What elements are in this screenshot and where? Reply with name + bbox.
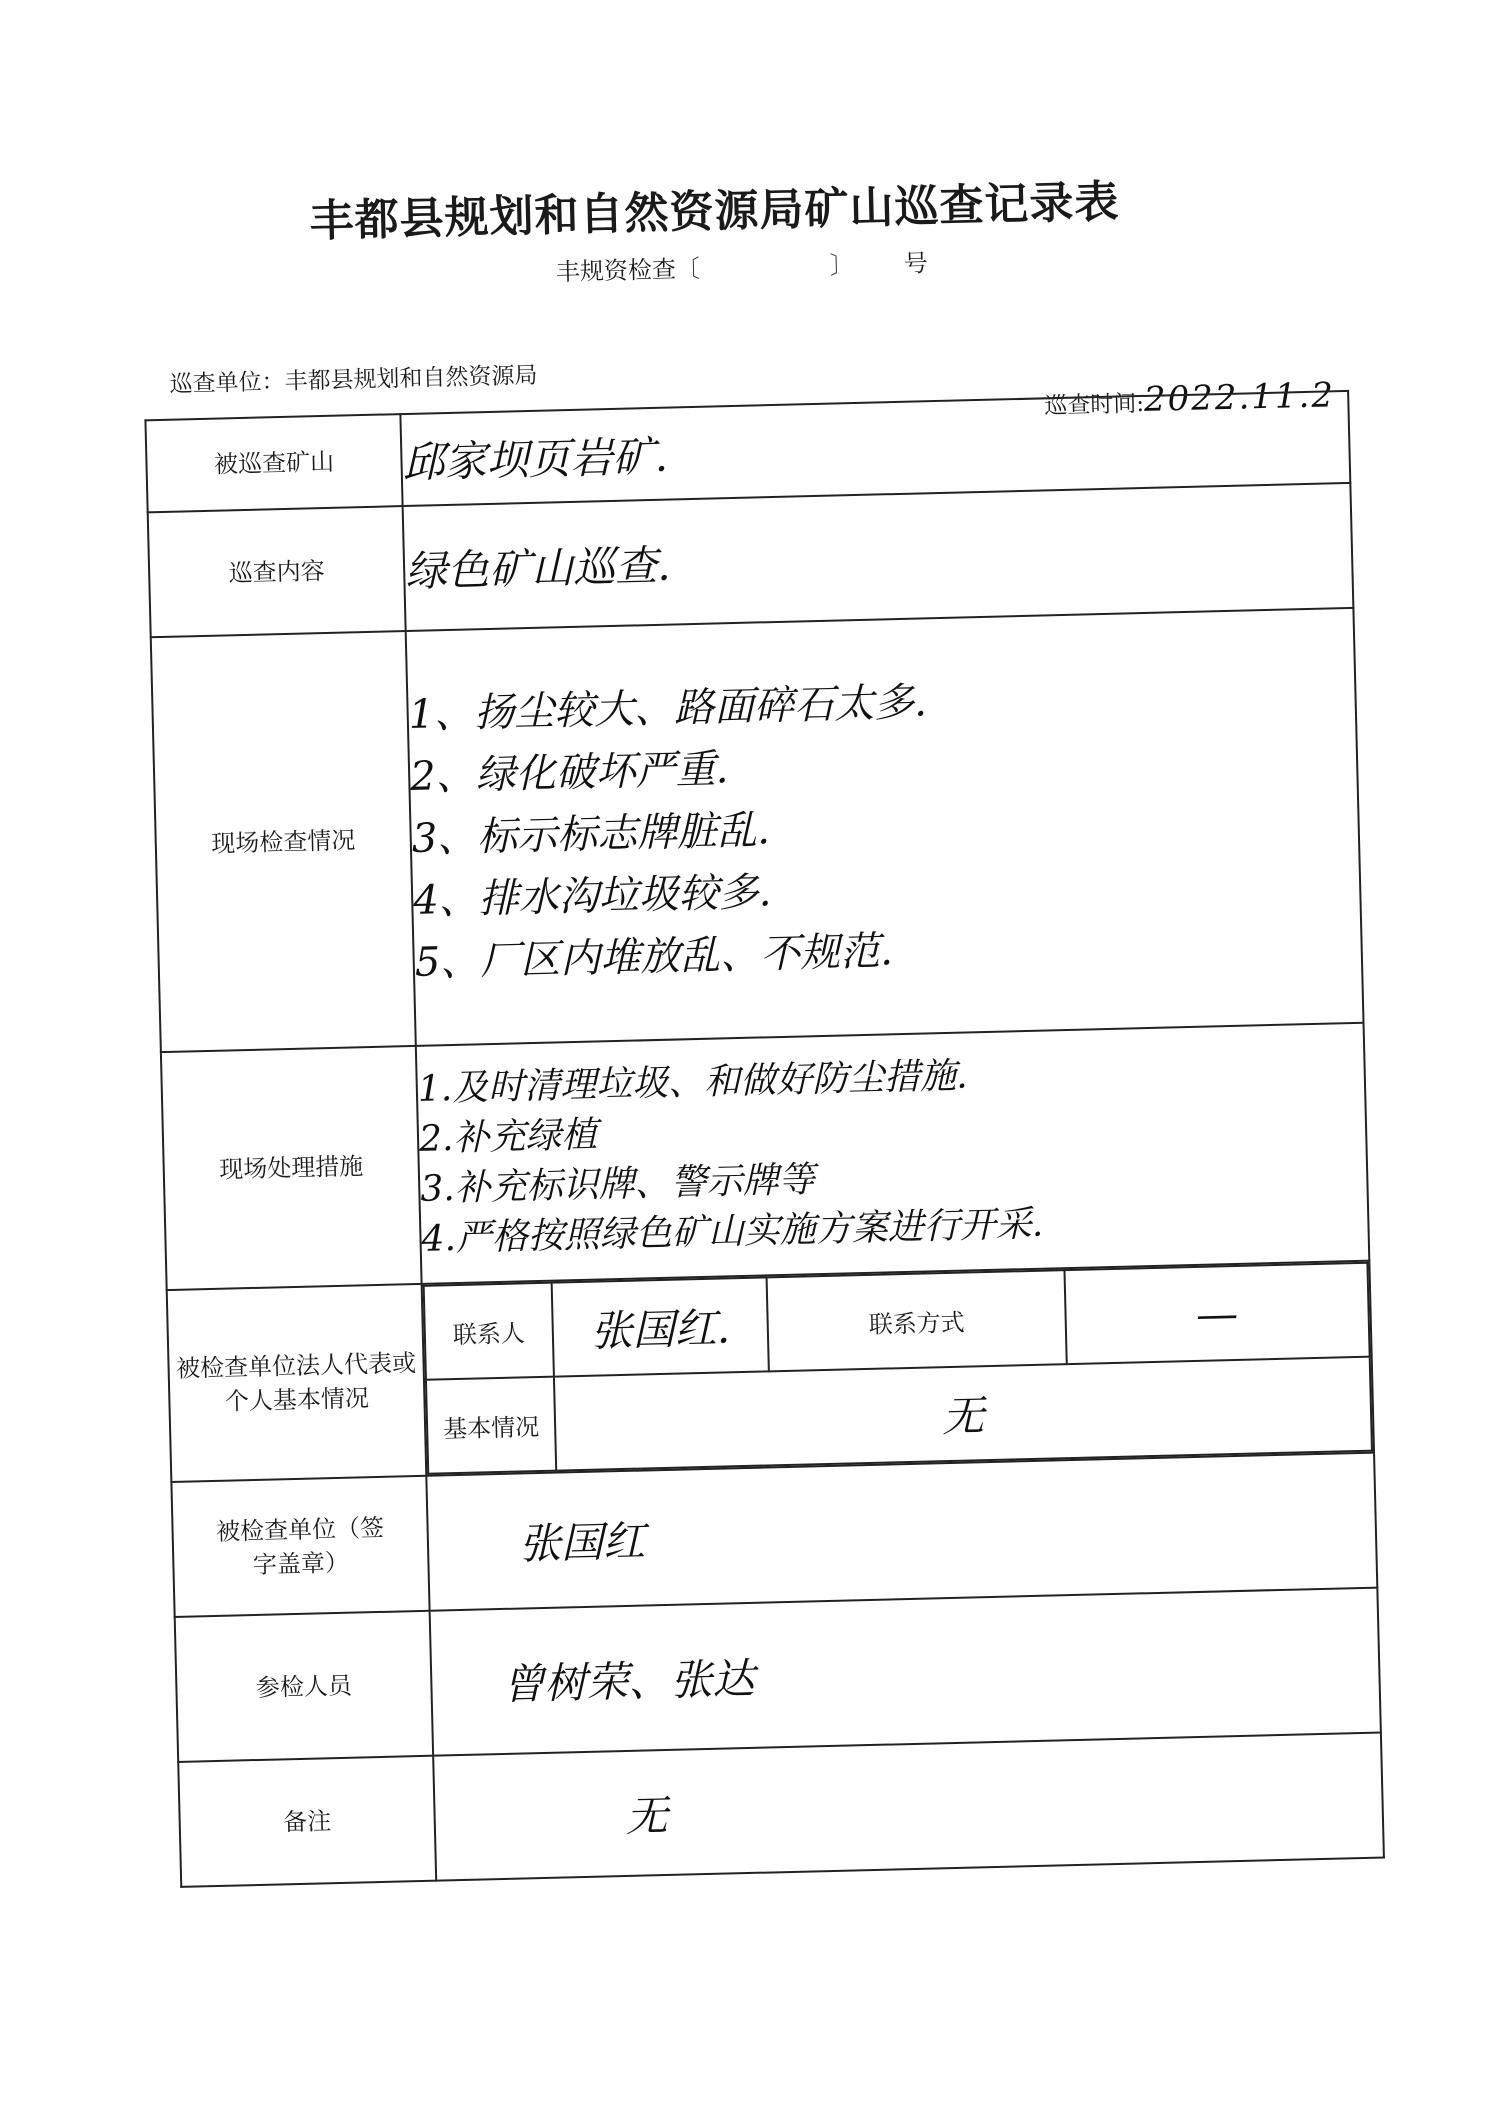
site-cell (406, 608, 1364, 1046)
form-title: 丰都县规划和自然资源局矿山巡查记录表 (309, 176, 1121, 248)
table-row (151, 608, 1364, 1052)
content-label: 巡查内容 (148, 506, 406, 637)
document-number-prefix: 丰规资检查〔 (555, 254, 701, 287)
basic-value: 无 (941, 1391, 985, 1442)
remarks-value: 无 (625, 1790, 669, 1841)
participants-value: 曾树荣、张达 (501, 1653, 755, 1709)
inspection-unit (169, 357, 538, 399)
remarks-label: 备注 (178, 1756, 436, 1887)
site-item: 1、扬尘较大、路面碎石太多. (408, 678, 928, 738)
document-number-suffix: 〕 (829, 250, 855, 280)
rep-label: 被检查单位法人代表或个人基本情况 (167, 1284, 427, 1482)
inspection-unit-label: 巡查单位： (169, 368, 285, 398)
site-item: 2、绿化破坏严重. (409, 745, 729, 800)
mine-value: 邱家坝页岩矿. (401, 431, 669, 488)
mine-label: 被巡查矿山 (145, 414, 402, 512)
measures-item: 3.补充标识牌、警示牌等 (419, 1159, 816, 1210)
table-row (175, 1588, 1381, 1762)
contact-label: 联系人 (424, 1283, 554, 1380)
participants-cell (430, 1588, 1381, 1756)
phone-value: — (1195, 1288, 1239, 1339)
rep-subtable (423, 1262, 1373, 1475)
inspection-unit-value: 丰都县规划和自然资源局 (284, 362, 538, 395)
document-number-blank (700, 274, 830, 277)
inspection-time-value: 2022.11.2 (1143, 375, 1336, 420)
site-item: 5、厂区内堆放乱、不规范. (414, 927, 894, 986)
measures-item: 2.补充绿植 (418, 1114, 598, 1160)
measures-item: 1.及时清理垃圾、和做好防尘措施. (417, 1055, 968, 1110)
inspection-table (144, 390, 1385, 1888)
site-item: 3、标示标志牌脏乱. (411, 806, 771, 862)
phone-label: 联系方式 (767, 1270, 1067, 1371)
table-row (161, 1023, 1369, 1290)
site-label: 现场检查情况 (151, 631, 416, 1052)
remarks-cell (433, 1733, 1384, 1881)
content-value: 绿色矿山巡查. (404, 540, 672, 596)
unit-sign-cell (426, 1453, 1377, 1611)
document-number (555, 243, 928, 287)
contact-cell (552, 1277, 769, 1376)
measures-cell (416, 1023, 1370, 1284)
rep-cell (422, 1261, 1374, 1476)
measures-item: 4.严格按照绿色矿山实施方案进行开采. (421, 1203, 1044, 1260)
site-item: 4、排水沟垃圾较多. (412, 868, 772, 924)
participants-label: 参检人员 (175, 1611, 433, 1762)
unit-sign-label: 被检查单位（签字盖章） (171, 1476, 429, 1617)
phone-cell (1064, 1263, 1369, 1364)
unit-sign-value: 张国红 (518, 1515, 646, 1569)
document-number-unit: 号 (903, 249, 929, 278)
contact-value: 张国红. (590, 1303, 731, 1356)
table-row (167, 1261, 1374, 1482)
inspection-time-label: 巡查时间: (1044, 390, 1145, 420)
content-cell (403, 483, 1354, 631)
measures-label: 现场处理措施 (161, 1046, 422, 1290)
basic-label: 基本情况 (426, 1377, 556, 1474)
basic-cell (554, 1357, 1372, 1471)
